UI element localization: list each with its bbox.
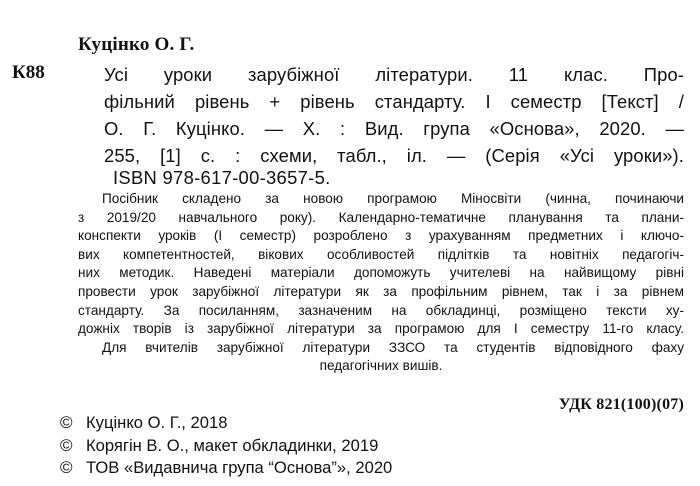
copyright-sign: © [60,435,73,455]
annotation [78,190,684,376]
bibliographic-line: О. Г. Куцінко. — Х. : Вид. група «Основа», 2020. — [104,118,684,139]
bibliographic-line: Усі уроки зарубіжної літератури. 11 клас. Про- [104,64,684,85]
annotation-line: педагогічних вишів. [319,358,443,374]
annotation-line: них методик. Наведені матеріали допоможуть учителеві на найвищому рівні [78,265,684,281]
copyright-sign: © [60,413,73,432]
author-heading: Куцінко О. Г. [78,34,195,55]
annotation-line: дожніх творів із зарубіжної літератури за програмою для І семестру 11-го класу. [78,321,684,337]
copyright-text: Куцінко О. Г., 2018 [86,413,228,432]
bibliographic-description [104,61,684,169]
annotation-line: вих компетентностей, вікових особливостей підлітків та новітніх педагогіч- [78,246,684,262]
bibliographic-line: фільний рівень + рівень стандарту. І семестр [Текст] / [104,91,684,112]
annotation-line: Для вчителів зарубіжної літератури ЗЗСО та студентів відповідного фаху [102,339,684,355]
annotation-line: стандарту. За посиланням, зазначеним на обкладинці, розміщено тексти ху- [78,302,684,318]
copyright-text: Корягін В. О., макет обкладинки, 2019 [86,435,379,455]
annotation-line: Посібник складено за новою програмою Міносвіти (чинна, починаючи [102,191,684,206]
annotation-line: конспекти уроків (І семестр) розроблено з урахуванням предметних і ключо- [78,228,684,244]
udk-code: УДК 821(100)(07) [558,396,684,413]
copyright-sign: © [60,458,73,477]
annotation-line: з 2019/20 навчального року). Календарно-тематичне планування та плани- [78,209,684,225]
bibliographic-line: 255, [1] с. : схеми, табл., іл. — (Серія «Усі уроки»). [104,145,684,166]
copyright-row [60,435,392,458]
copyright-row [60,412,392,435]
annotation-line: провести урок зарубіжної літератури як за профільним рівнем, так і за рівнем [78,283,684,299]
isbn: ISBN 978-617-00-3657-5. [113,167,331,188]
classification-code: К88 [12,62,45,83]
copyright-row [60,457,392,480]
copyright-text: ТОВ «Видавнича група “Основа”», 2020 [86,458,393,477]
copyright-block [60,412,392,480]
